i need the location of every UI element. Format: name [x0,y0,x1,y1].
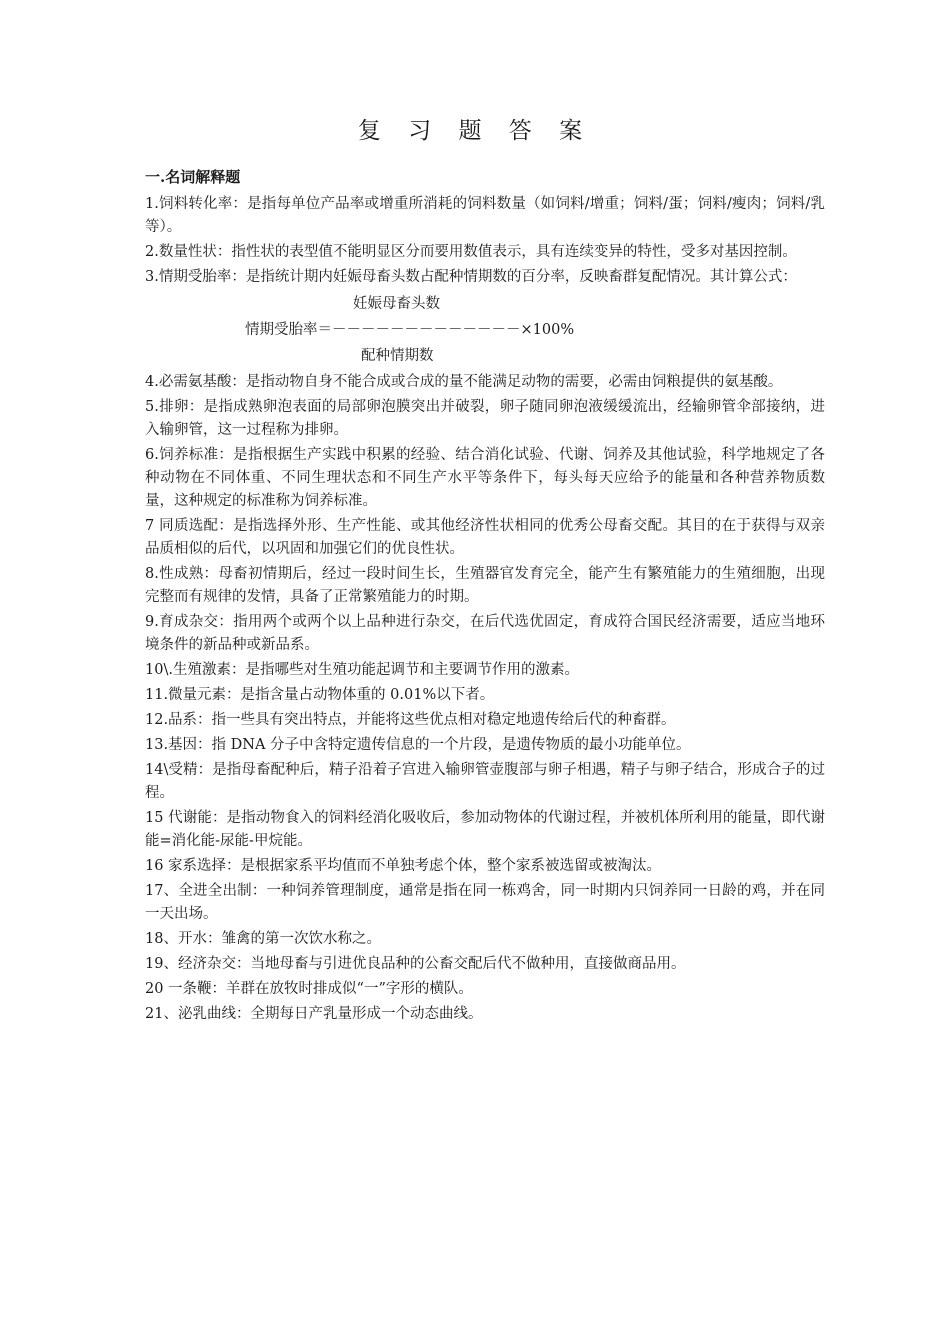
formula-expression: 情期受胎率＝－－－－－－－－－－－－－×100% [245,322,575,338]
list-item: 10\.生殖激素：是指哪些对生殖功能起调节和主要调节作用的激素。 [145,662,579,678]
formula-numerator: 妊娠母畜头数 [353,296,440,312]
list-item: 4.必需氨基酸：是指动物自身不能合成或合成的量不能满足动物的需要，必需由饲粮提供的氨基酸。 [145,374,783,390]
list-item: 18、开水：雏禽的第一次饮水称之。 [145,931,381,947]
list-item: 2.数量性状：指性状的表型值不能明显区分而要用数值表示，具有连续变异的特性，受多对基因控制。 [145,244,797,260]
list-item: 7 同质选配：是指选择外形、生产性能、或其他经济性状相同的优秀公母畜交配。其目的在于获得与双亲品质相似的后代，以巩固和加强它们的优良性状。 [145,518,825,557]
definitions-list [145,193,825,1028]
section-heading: 一.名词解释题 [145,168,241,186]
list-item: 3.情期受胎率：是指统计期内妊娠母畜头数占配种情期数的百分率，反映畜群复配情况。其计算公式： [145,269,797,285]
list-item: 17、全进全出制：一种饲养管理制度，通常是指在同一栋鸡舍，同一时期内只饲养同一日龄的鸡，并在同一天出场。 [145,883,825,922]
list-item: 21、泌乳曲线：全期每日产乳量形成一个动态曲线。 [145,1006,483,1022]
list-item: 8.性成熟：母畜初情期后，经过一段时间生长，生殖器官发育完全，能产生有繁殖能力的生殖细胞，出现完整而有规律的发情，具备了正常繁殖能力的时期。 [145,566,825,605]
list-item: 16 家系选择：是根据家系平均值而不单独考虑个体，整个家系被选留或被淘汰。 [145,858,662,874]
list-item: 1.饲料转化率：是指每单位产品率或增重所消耗的饲料数量（如饲料/增重；饲料/蛋；饲料/瘦肉；饲料/乳等）。 [145,196,825,235]
list-item: 14\受精：是指母畜配种后，精子沿着子宫进入输卵管壶腹部与卵子相遇，精子与卵子结合，形成合子的过程。 [145,762,825,801]
formula-block [145,291,825,369]
list-item: 19、经济杂交：当地母畜与引进优良品种的公畜交配后代不做种用，直接做商品用。 [145,956,686,972]
formula-denominator: 配种情期数 [361,348,434,364]
list-item: 20 一条鞭：羊群在放牧时排成似“一”字形的横队。 [145,981,473,997]
list-item: 5.排卵：是指成熟卵泡表面的局部卵泡膜突出并破裂，卵子随同卵泡液缓缓流出，经输卵管伞部接纳，进入输卵管，这一过程称为排卵。 [145,399,825,438]
page-title: 复 习 题 答 案 [357,118,593,144]
list-item: 13.基因：指 DNA 分子中含特定遗传信息的一个片段，是遗传物质的最小功能单位。 [145,737,691,753]
list-item: 12.品系：指一些具有突出特点，并能将这些优点相对稳定地遗传给后代的种畜群。 [145,712,676,728]
list-item: 11.微量元素：是指含量占动物体重的 0.01%以下者。 [145,687,495,703]
list-item: 9.育成杂交：指用两个或两个以上品种进行杂交，在后代选优固定，育成符合国民经济需要，适应当地环境条件的新品种或新品系。 [145,614,825,653]
list-item: 6.饲养标准：是指根据生产实践中积累的经验、结合消化试验、代谢、饲养及其他试验，科学地规定了各种动物在不同体重、不同生理状态和不同生产水平等条件下，每头每天应给予的能量和各种营养物质数量，这种规定的标准称为饲养标准。 [145,447,825,509]
list-item: 15 代谢能：是指动物食入的饲料经消化吸收后，参加动物体的代谢过程，并被机体所利用的能量，即代谢能=消化能-尿能-甲烷能。 [145,810,825,849]
